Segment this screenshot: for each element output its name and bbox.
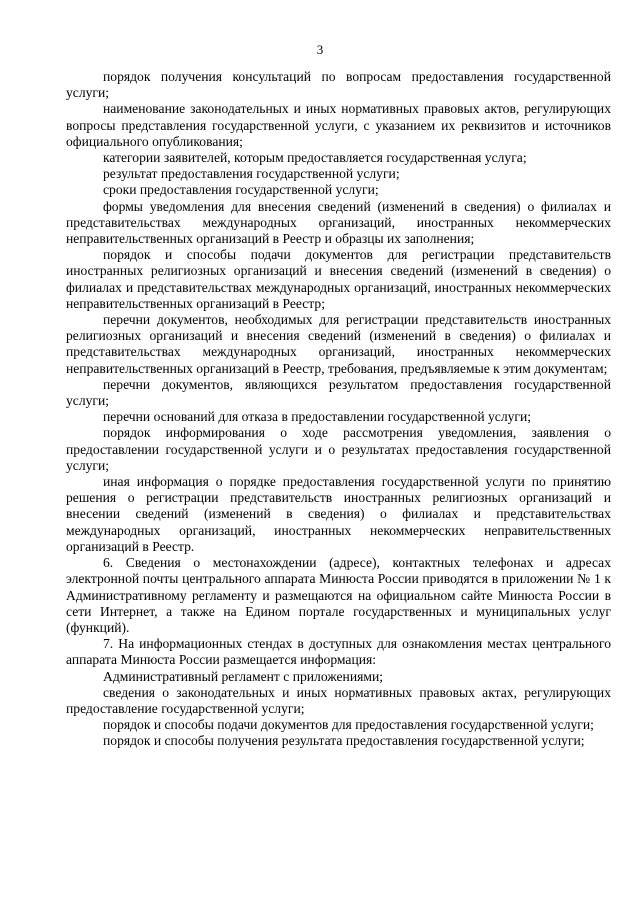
paragraph: результат предоставления государственной услуги;	[103, 166, 400, 182]
paragraph: перечни документов, являющихся результатом предоставления государственной услуги;	[66, 376, 611, 409]
paragraph: категории заявителей, которым предоставляется государственная услуга;	[103, 150, 527, 166]
body-text	[66, 69, 611, 750]
paragraph: наименование законодательных и иных нормативных правовых актов, регулирующих вопросы представления государственной услуги, с указанием их реквизитов и источников официального опубликования;	[66, 101, 611, 149]
paragraph: Административный регламент с приложениями;	[103, 668, 383, 684]
paragraph: порядок и способы подачи документов для регистрации представительств иностранных религиозных организаций и внесения сведений (изменений в сведения) о филиалах и представительствах международных организаций, иностранных некоммерческих неправительственных организаций в Реестр;	[66, 247, 611, 311]
paragraph: перечни документов, необходимых для регистрации представительств иностранных религиозных организаций и внесения сведений (изменений в сведения) о филиалах и представительствах международных организаций, иностранных некоммерческих неправительственных организаций в Реестр, требования, предъявляемые к этим документам;	[66, 312, 611, 376]
paragraph: порядок получения консультаций по вопросам предоставления государственной услуги;	[66, 69, 611, 101]
page-number: 3	[316, 42, 324, 57]
paragraph: 6. Сведения о местонахождении (адресе), контактных телефонах и адресах электронной почты центрального аппарата Минюста России приводятся в приложении № 1 к Административному регламенту и размещаются на официальном сайте Минюста России в сети Интернет, а также на Едином портале государственных и муниципальных услуг (функций).	[66, 555, 611, 635]
paragraph: порядок информирования о ходе рассмотрения уведомления, заявления о предоставлении государственной услуги и о результатах предоставления государственной услуги;	[66, 425, 611, 473]
paragraph: формы уведомления для внесения сведений (изменений в сведения) о филиалах и представительствах международных организаций, иностранных некоммерческих неправительственных организаций в Реестр и образцы их заполнения;	[66, 198, 611, 247]
paragraph: 7. На информационных стендах в доступных для ознакомления местах центрального аппарата Минюста России размещается информация:	[66, 636, 611, 668]
paragraph: порядок и способы получения результата предоставления государственной услуги;	[103, 733, 585, 749]
paragraph: перечни оснований для отказа в предоставлении государственной услуги;	[103, 409, 532, 425]
paragraph: порядок и способы подачи документов для предоставления государственной услуги;	[103, 717, 594, 733]
paragraph: сведения о законодательных и иных нормативных правовых актах, регулирующих предоставление государственной услуги;	[66, 684, 611, 716]
paragraph: иная информация о порядке предоставления государственной услуги по принятию решения о регистрации представительств иностранных религиозных организаций и внесении сведений (изменений в сведения) о филиалах и представительствах международных организаций, иностранных некоммерческих неправительственных организаций в Реестр.	[66, 474, 611, 554]
paragraph: сроки предоставления государственной услуги;	[103, 182, 379, 198]
